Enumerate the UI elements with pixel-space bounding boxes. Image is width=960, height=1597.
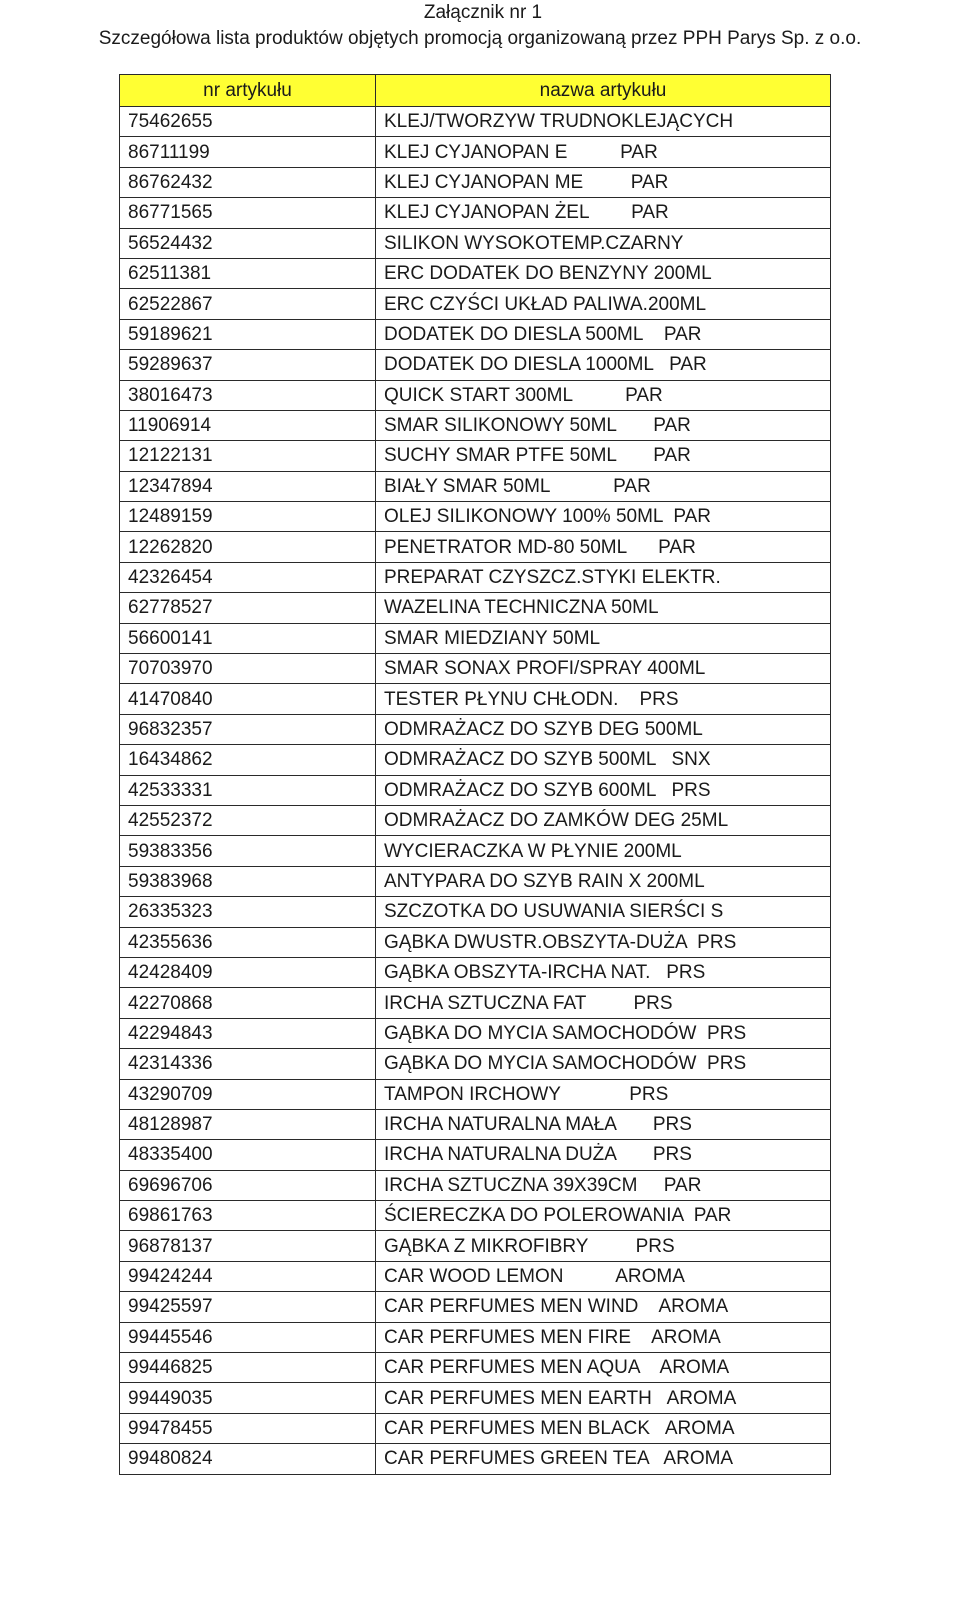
article-number-cell: 12347894 xyxy=(120,471,376,501)
table-row xyxy=(120,228,831,258)
article-number-cell: 26335323 xyxy=(120,897,376,927)
column-header-article-number: nr artykułu xyxy=(120,75,376,107)
product-table xyxy=(119,74,831,1475)
article-number-cell: 96878137 xyxy=(120,1231,376,1261)
document-subtitle: Szczegółowa lista produktów objętych promocją organizowaną przez PPH Parys Sp. z o.o. xyxy=(98,28,862,49)
product-rows xyxy=(120,107,831,1475)
article-number-cell: 69696706 xyxy=(120,1170,376,1200)
table-row xyxy=(120,714,831,744)
article-name-cell: KLEJ CYJANOPAN ME PAR xyxy=(376,167,831,197)
document-title: Załącznik nr 1 xyxy=(423,2,543,23)
article-number-cell: 42270868 xyxy=(120,988,376,1018)
article-number-cell: 99425597 xyxy=(120,1292,376,1322)
table-row xyxy=(120,441,831,471)
article-name-cell: BIAŁY SMAR 50ML PAR xyxy=(376,471,831,501)
table-row xyxy=(120,1292,831,1322)
article-number-cell: 86711199 xyxy=(120,137,376,167)
article-name-cell: IRCHA SZTUCZNA FAT PRS xyxy=(376,988,831,1018)
table-row xyxy=(120,562,831,592)
article-number-cell: 42355636 xyxy=(120,927,376,957)
table-row xyxy=(120,137,831,167)
article-name-cell: GĄBKA DWUSTR.OBSZYTA-DUŻA PRS xyxy=(376,927,831,957)
article-number-cell: 42552372 xyxy=(120,805,376,835)
article-name-cell: GĄBKA DO MYCIA SAMOCHODÓW PRS xyxy=(376,1018,831,1048)
table-row xyxy=(120,198,831,228)
table-row xyxy=(120,350,831,380)
table-row xyxy=(120,1109,831,1139)
article-number-cell: 42294843 xyxy=(120,1018,376,1048)
table-row xyxy=(120,1413,831,1443)
article-name-cell: ODMRAŻACZ DO SZYB DEG 500ML xyxy=(376,714,831,744)
article-number-cell: 11906914 xyxy=(120,410,376,440)
table-row xyxy=(120,410,831,440)
article-number-cell: 56524432 xyxy=(120,228,376,258)
article-name-cell: ERC DODATEK DO BENZYNY 200ML xyxy=(376,258,831,288)
document-header xyxy=(0,0,960,52)
article-number-cell: 59189621 xyxy=(120,319,376,349)
article-name-cell: CAR PERFUMES MEN BLACK AROMA xyxy=(376,1413,831,1443)
article-name-cell: CAR WOOD LEMON AROMA xyxy=(376,1261,831,1291)
article-name-cell: PENETRATOR MD-80 50ML PAR xyxy=(376,532,831,562)
article-name-cell: GĄBKA Z MIKROFIBRY PRS xyxy=(376,1231,831,1261)
article-number-cell: 16434862 xyxy=(120,745,376,775)
article-number-cell: 70703970 xyxy=(120,654,376,684)
article-name-cell: CAR PERFUMES GREEN TEA AROMA xyxy=(376,1444,831,1474)
table-row xyxy=(120,593,831,623)
article-name-cell: SMAR MIEDZIANY 50ML xyxy=(376,623,831,653)
article-number-cell: 99424244 xyxy=(120,1261,376,1291)
table-row xyxy=(120,745,831,775)
article-name-cell: ANTYPARA DO SZYB RAIN X 200ML xyxy=(376,866,831,896)
table-row xyxy=(120,1231,831,1261)
table-row xyxy=(120,319,831,349)
article-name-cell: WYCIERACZKA W PŁYNIE 200ML xyxy=(376,836,831,866)
table-row xyxy=(120,1018,831,1048)
article-number-cell: 69861763 xyxy=(120,1201,376,1231)
article-name-cell: SMAR SONAX PROFI/SPRAY 400ML xyxy=(376,654,831,684)
table-row xyxy=(120,167,831,197)
table-row xyxy=(120,897,831,927)
table-row xyxy=(120,380,831,410)
article-number-cell: 99480824 xyxy=(120,1444,376,1474)
article-number-cell: 12489159 xyxy=(120,502,376,532)
table-row xyxy=(120,684,831,714)
table-row xyxy=(120,1170,831,1200)
article-number-cell: 42326454 xyxy=(120,562,376,592)
article-name-cell: KLEJ CYJANOPAN E PAR xyxy=(376,137,831,167)
article-number-cell: 62511381 xyxy=(120,258,376,288)
article-number-cell: 42533331 xyxy=(120,775,376,805)
article-name-cell: SZCZOTKA DO USUWANIA SIERŚCI S xyxy=(376,897,831,927)
article-number-cell: 99445546 xyxy=(120,1322,376,1352)
table-row xyxy=(120,988,831,1018)
article-name-cell: SUCHY SMAR PTFE 50ML PAR xyxy=(376,441,831,471)
table-row xyxy=(120,805,831,835)
table-row xyxy=(120,775,831,805)
article-number-cell: 56600141 xyxy=(120,623,376,653)
article-number-cell: 86771565 xyxy=(120,198,376,228)
article-name-cell: ŚCIERECZKA DO POLEROWANIA PAR xyxy=(376,1201,831,1231)
table-row xyxy=(120,654,831,684)
article-name-cell: CAR PERFUMES MEN EARTH AROMA xyxy=(376,1383,831,1413)
article-name-cell: ERC CZYŚCI UKŁAD PALIWA.200ML xyxy=(376,289,831,319)
article-number-cell: 99478455 xyxy=(120,1413,376,1443)
article-name-cell: PREPARAT CZYSZCZ.STYKI ELEKTR. xyxy=(376,562,831,592)
article-name-cell: ODMRAŻACZ DO SZYB 600ML PRS xyxy=(376,775,831,805)
table-row xyxy=(120,502,831,532)
article-name-cell: CAR PERFUMES MEN FIRE AROMA xyxy=(376,1322,831,1352)
table-row xyxy=(120,258,831,288)
table-header-row xyxy=(120,75,831,107)
article-name-cell: CAR PERFUMES MEN AQUA AROMA xyxy=(376,1353,831,1383)
table-row xyxy=(120,623,831,653)
article-name-cell: DODATEK DO DIESLA 500ML PAR xyxy=(376,319,831,349)
article-name-cell: SILIKON WYSOKOTEMP.CZARNY xyxy=(376,228,831,258)
article-number-cell: 12122131 xyxy=(120,441,376,471)
article-number-cell: 99446825 xyxy=(120,1353,376,1383)
table-row xyxy=(120,1049,831,1079)
table-row xyxy=(120,1353,831,1383)
article-number-cell: 38016473 xyxy=(120,380,376,410)
table-row xyxy=(120,107,831,137)
table-row xyxy=(120,836,831,866)
article-number-cell: 12262820 xyxy=(120,532,376,562)
article-name-cell: WAZELINA TECHNICZNA 50ML xyxy=(376,593,831,623)
table-row xyxy=(120,927,831,957)
article-number-cell: 62778527 xyxy=(120,593,376,623)
column-header-article-name: nazwa artykułu xyxy=(376,75,831,107)
article-number-cell: 42428409 xyxy=(120,957,376,987)
article-number-cell: 48128987 xyxy=(120,1109,376,1139)
article-number-cell: 41470840 xyxy=(120,684,376,714)
table-row xyxy=(120,289,831,319)
table-row xyxy=(120,957,831,987)
article-name-cell: QUICK START 300ML PAR xyxy=(376,380,831,410)
article-name-cell: GĄBKA DO MYCIA SAMOCHODÓW PRS xyxy=(376,1049,831,1079)
table-row xyxy=(120,1444,831,1474)
article-name-cell: IRCHA SZTUCZNA 39X39CM PAR xyxy=(376,1170,831,1200)
article-name-cell: IRCHA NATURALNA MAŁA PRS xyxy=(376,1109,831,1139)
table-row xyxy=(120,1079,831,1109)
article-name-cell: KLEJ/TWORZYW TRUDNOKLEJĄCYCH xyxy=(376,107,831,137)
article-number-cell: 48335400 xyxy=(120,1140,376,1170)
article-number-cell: 86762432 xyxy=(120,167,376,197)
article-name-cell: IRCHA NATURALNA DUŻA PRS xyxy=(376,1140,831,1170)
article-name-cell: ODMRAŻACZ DO SZYB 500ML SNX xyxy=(376,745,831,775)
article-name-cell: ODMRAŻACZ DO ZAMKÓW DEG 25ML xyxy=(376,805,831,835)
article-name-cell: OLEJ SILIKONOWY 100% 50ML PAR xyxy=(376,502,831,532)
table-row xyxy=(120,532,831,562)
table-row xyxy=(120,866,831,896)
table-row xyxy=(120,1261,831,1291)
article-name-cell: TAMPON IRCHOWY PRS xyxy=(376,1079,831,1109)
article-number-cell: 59383968 xyxy=(120,866,376,896)
article-number-cell: 96832357 xyxy=(120,714,376,744)
table-row xyxy=(120,471,831,501)
table-row xyxy=(120,1383,831,1413)
table-row xyxy=(120,1201,831,1231)
article-name-cell: GĄBKA OBSZYTA-IRCHA NAT. PRS xyxy=(376,957,831,987)
article-number-cell: 62522867 xyxy=(120,289,376,319)
table-row xyxy=(120,1322,831,1352)
article-number-cell: 75462655 xyxy=(120,107,376,137)
article-name-cell: TESTER PŁYNU CHŁODN. PRS xyxy=(376,684,831,714)
article-number-cell: 59289637 xyxy=(120,350,376,380)
article-number-cell: 99449035 xyxy=(120,1383,376,1413)
article-name-cell: KLEJ CYJANOPAN ŻEL PAR xyxy=(376,198,831,228)
article-number-cell: 43290709 xyxy=(120,1079,376,1109)
article-number-cell: 42314336 xyxy=(120,1049,376,1079)
article-name-cell: CAR PERFUMES MEN WIND AROMA xyxy=(376,1292,831,1322)
article-name-cell: SMAR SILIKONOWY 50ML PAR xyxy=(376,410,831,440)
article-number-cell: 59383356 xyxy=(120,836,376,866)
table-row xyxy=(120,1140,831,1170)
article-name-cell: DODATEK DO DIESLA 1000ML PAR xyxy=(376,350,831,380)
